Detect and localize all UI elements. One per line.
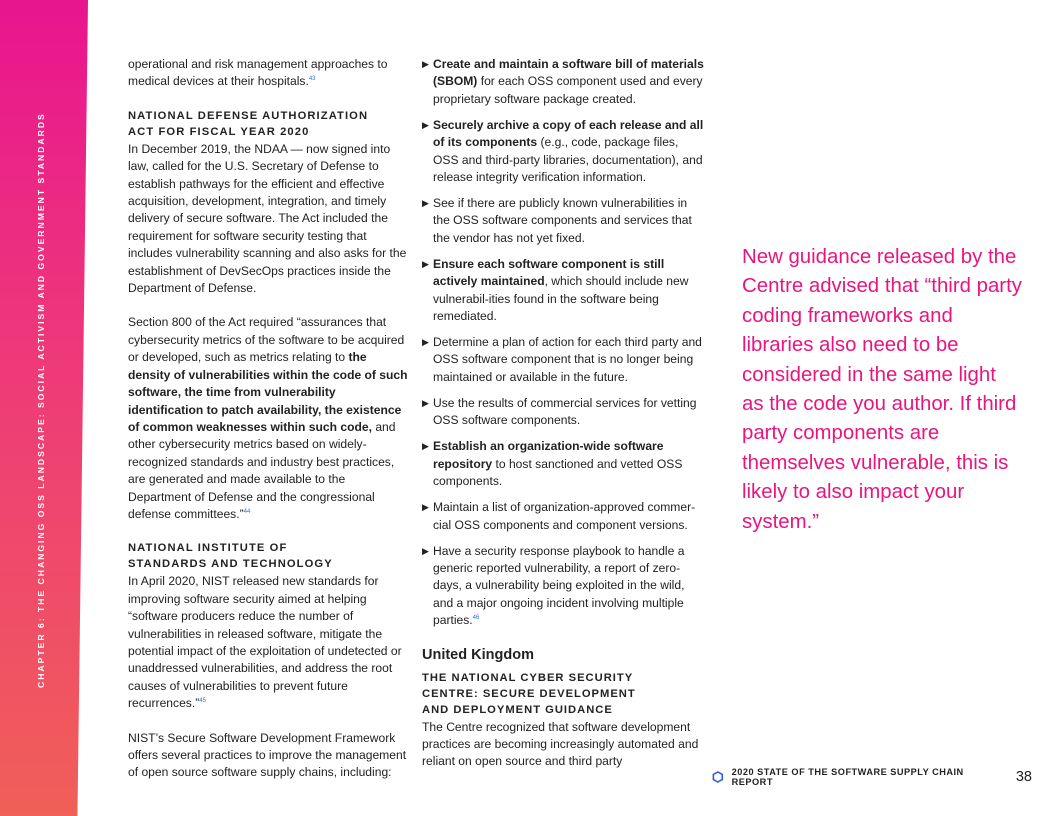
list-item (422, 334, 706, 386)
practices-list (422, 56, 706, 630)
ndaa-heading-line-2: ACT FOR FISCAL YEAR 2020 (128, 125, 310, 138)
footnote-ref-43[interactable]: 43 (308, 76, 316, 83)
bullet-arrow-icon: ▶ (422, 545, 429, 556)
footnote-ref-46[interactable]: 46 (472, 615, 480, 622)
ndaa-paragraph-2 (128, 314, 410, 523)
bullet-text: Determine a plan of action for each third party and OSS software component that is no longer being maintained or available in the future. (433, 335, 702, 384)
ncsc-heading-line-2: CENTRE: SECURE DEVELOPMENT (422, 687, 636, 700)
report-title: 2020 STATE OF THE SOFTWARE SUPPLY CHAIN REPORT (731, 767, 964, 787)
list-item (422, 256, 706, 326)
bullet-text: See if there are publicly known vulnerabilities in the OSS software components and services that the vendor has not yet fixed. (433, 196, 692, 245)
bullet-text: , which should include new vulnerabil-ities found in the software being remediated. (433, 274, 689, 324)
bullet-text: to host sanctioned and vetted OSS components. (433, 456, 683, 489)
footnote-ref-45[interactable]: 45 (199, 698, 206, 705)
nist-heading (128, 540, 410, 572)
ncsc-paragraph: The Centre recognized that software development practices are becoming increasingly automated and reliant on open source and third party (422, 719, 699, 769)
bullet-arrow-icon: ▶ (422, 337, 429, 348)
ndaa-heading-line-1: NATIONAL DEFENSE AUTHORIZATION (128, 109, 369, 122)
bullet-bold: Securely archive a copy of each release and all of its components (433, 117, 704, 150)
nist-p1-text: In April 2020, NIST released new standards for improving software security aimed at helping “software producers reduce the number of vulnerabilities in released software, mitigate the potential impact of the exploitation of undetected or unaddressed vulnerabilities, and address the root causes of vulnerabilities to prevent future recurrences.” (128, 574, 402, 711)
bullet-arrow-icon: ▶ (422, 119, 429, 130)
ndaa-p2-text-a: Section 800 of the Act required “assurances that cybersecurity metrics of the software to be acquired or developed, such as metrics relating to (128, 315, 405, 365)
nist-paragraph-1 (128, 573, 410, 712)
uk-heading: United Kingdom (422, 646, 534, 663)
hexagon-icon (712, 771, 724, 783)
ndaa-heading (128, 108, 410, 140)
bullet-arrow-icon: ▶ (422, 397, 429, 408)
bullet-text: Have a security response playbook to handle a generic reported vulnerability, a report of zero-days, a vulnerability being exploited in the wild, and a major ongoing incident involving multiple parties. (433, 543, 685, 628)
ncsc-heading-line-1: THE NATIONAL CYBER SECURITY (422, 671, 634, 684)
bullet-arrow-icon: ▶ (422, 59, 429, 69)
bullet-text: for each OSS component used and every proprietary software package created. (433, 74, 703, 106)
bullet-bold: Create and maintain a software bill of materials (SBOM) (433, 57, 704, 89)
page-number: 38 (1015, 769, 1032, 785)
footnote-ref-44[interactable]: 44 (243, 508, 251, 515)
list-item (422, 195, 706, 247)
ndaa-paragraph-1: In December 2019, the NDAA — now signed into law, called for the U.S. Secretary of Defense to establish pathways for the efficient and effective acquisition, development, integration, and timely delivery of secure software. The Act included the requirement for software security testing that includes vulnerability scanning and also asks for the establishment of DevSecOps practices inside the Department of Defense. (128, 141, 407, 296)
bullet-text: (e.g., code, package files, OSS and third-party libraries, documentation), and release integrity verification information. (433, 135, 703, 185)
bullet-text: Maintain a list of organization-approved commer-cial OSS components and component versions. (433, 500, 696, 532)
list-item (422, 499, 706, 534)
bullet-bold: Ensure each software component is still actively maintained (433, 256, 665, 289)
bullet-bold: Establish an organization-wide software repository (433, 439, 664, 471)
bullet-arrow-icon: ▶ (422, 502, 429, 513)
list-item (422, 56, 706, 108)
ndaa-p2-bold: the density of vulnerabilities within the code of such software, the time from vulnerability identification to patch availability, the existence of common weaknesses within such code, (128, 350, 408, 434)
ndaa-p2-text-b: and other cybersecurity metrics based on widely-recognized standards and industry best practices, are generated and made available to the Department of Defense and the congressional defense committees.” (128, 419, 396, 521)
page-footer (712, 766, 1032, 788)
column-middle (422, 56, 706, 788)
ncsc-heading-line-3: AND DEPLOYMENT GUIDANCE (422, 703, 613, 716)
bullet-arrow-icon: ▶ (422, 441, 429, 452)
nist-heading-line-1: NATIONAL INSTITUTE OF (128, 542, 288, 555)
nist-heading-line-2: STANDARDS AND TECHNOLOGY (128, 558, 333, 571)
bullet-arrow-icon: ▶ (422, 198, 429, 209)
ncsc-heading (422, 670, 706, 718)
intro-paragraph (128, 56, 410, 91)
column-left (128, 56, 410, 799)
nist-paragraph-2: NIST’s Secure Software Development Framework offers several practices to improve the management of open source software supply chains, including: (128, 730, 407, 780)
list-item (422, 395, 706, 430)
intro-text: operational and risk management approaches to medical devices at their hospitals. (128, 57, 388, 89)
pull-quote: New guidance released by the Centre advised that “third party coding frameworks and libraries also need to be considered in the same light as the code you author. If third party components are themselves vulnerable, this is likely to also impact your system.” (742, 246, 1022, 533)
list-item (422, 117, 706, 187)
list-item (422, 438, 706, 490)
chapter-label: CHAPTER 6: THE CHANGING OSS LANDSCAPE: SOCIAL ACTIVISM AND GOVERNMENT STANDARDS (36, 112, 46, 688)
bullet-arrow-icon: ▶ (422, 258, 429, 269)
bullet-text: Use the results of commercial services for vetting OSS software components. (433, 395, 697, 428)
list-item (422, 543, 706, 630)
